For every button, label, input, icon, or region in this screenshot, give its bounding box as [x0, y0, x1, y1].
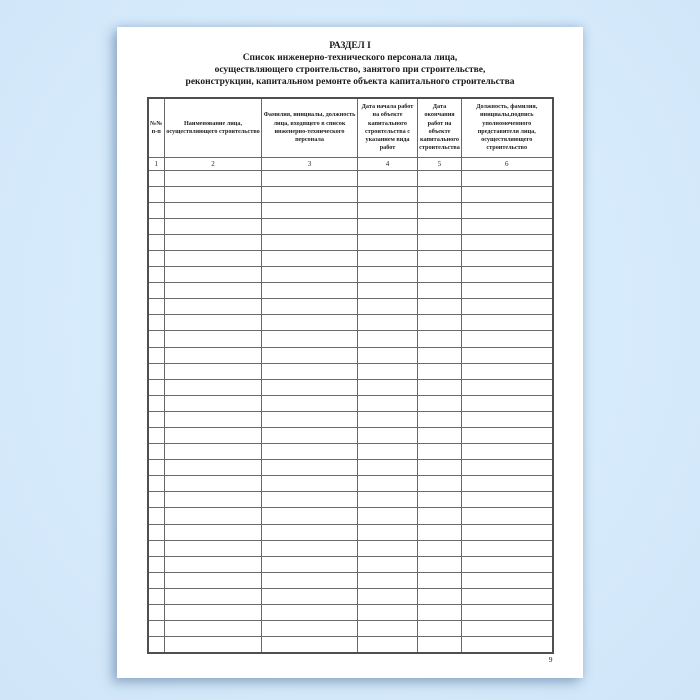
table-cell — [358, 492, 418, 508]
table-row — [148, 605, 553, 621]
table-cell — [165, 315, 262, 331]
table-cell — [418, 218, 462, 234]
table-cell — [262, 540, 358, 556]
table-cell — [462, 218, 553, 234]
table-cell — [462, 411, 553, 427]
table-cell — [418, 524, 462, 540]
table-cell — [418, 637, 462, 653]
table-cell — [165, 379, 262, 395]
table-row — [148, 556, 553, 572]
table-cell — [262, 379, 358, 395]
table-cell — [262, 363, 358, 379]
table-row — [148, 250, 553, 266]
table-row — [148, 460, 553, 476]
table-cell — [418, 395, 462, 411]
table-cell — [165, 186, 262, 202]
table-cell — [358, 556, 418, 572]
subtitle-line-1: Список инженерно-технического персонала лица, — [242, 53, 458, 63]
table-cell — [165, 250, 262, 266]
table-cell — [165, 299, 262, 315]
table-cell — [358, 572, 418, 588]
table-cell — [165, 540, 262, 556]
table-cell — [358, 605, 418, 621]
table-row — [148, 202, 553, 218]
table-cell — [418, 572, 462, 588]
table-cell — [148, 331, 165, 347]
table-cell — [165, 202, 262, 218]
table-row — [148, 283, 553, 299]
table-cell — [148, 218, 165, 234]
table-cell — [418, 186, 462, 202]
table-row — [148, 299, 553, 315]
table-cell — [148, 267, 165, 283]
table-cell — [165, 170, 262, 186]
table-cell — [418, 363, 462, 379]
table-row — [148, 331, 553, 347]
table-cell — [462, 540, 553, 556]
table-cell — [418, 476, 462, 492]
table-header-row — [148, 98, 553, 157]
table-cell — [165, 476, 262, 492]
table-cell — [165, 605, 262, 621]
table-cell — [358, 202, 418, 218]
table-cell — [148, 283, 165, 299]
table-cell — [148, 524, 165, 540]
table-cell — [148, 250, 165, 266]
table-cell — [148, 556, 165, 572]
table-cell — [148, 605, 165, 621]
table-cell — [418, 379, 462, 395]
table-row — [148, 186, 553, 202]
table-cell — [462, 379, 553, 395]
table-row — [148, 428, 553, 444]
table-cell — [262, 572, 358, 588]
table-cell — [165, 428, 262, 444]
table-cell — [462, 637, 553, 653]
table-cell — [148, 186, 165, 202]
table-cell — [462, 170, 553, 186]
table-cell — [418, 621, 462, 637]
table-cell — [262, 202, 358, 218]
table-cell — [148, 315, 165, 331]
table-row — [148, 347, 553, 363]
table-cell — [148, 540, 165, 556]
table-cell — [148, 299, 165, 315]
table-cell — [462, 395, 553, 411]
table-cell — [418, 556, 462, 572]
table-cell — [462, 267, 553, 283]
table-row — [148, 588, 553, 604]
table-cell — [462, 347, 553, 363]
column-header-5: Дата окончания работ на объекте капитального строительства — [418, 98, 462, 157]
table-cell — [462, 444, 553, 460]
table-cell — [262, 395, 358, 411]
table-row — [148, 267, 553, 283]
table-cell — [148, 492, 165, 508]
table-row — [148, 218, 553, 234]
table-cell — [262, 508, 358, 524]
table-cell — [165, 588, 262, 604]
table-row — [148, 524, 553, 540]
table-row — [148, 379, 553, 395]
table-cell — [165, 637, 262, 653]
table-cell — [165, 363, 262, 379]
table-cell — [148, 588, 165, 604]
table-row — [148, 363, 553, 379]
table-cell — [165, 508, 262, 524]
table-cell — [262, 556, 358, 572]
table-cell — [462, 299, 553, 315]
table-cell — [165, 267, 262, 283]
table-cell — [262, 234, 358, 250]
personnel-table — [147, 97, 554, 654]
subtitle-line-3: реконструкции, капитальном ремонте объекта капитального строительства — [185, 77, 515, 87]
table-cell — [358, 524, 418, 540]
table-cell — [418, 428, 462, 444]
table-row — [148, 492, 553, 508]
table-cell — [418, 460, 462, 476]
table-cell — [165, 331, 262, 347]
table-cell — [418, 347, 462, 363]
table-cell — [358, 363, 418, 379]
table-cell — [165, 411, 262, 427]
column-number-6: 6 — [462, 157, 553, 170]
table-cell — [148, 363, 165, 379]
table-cell — [418, 492, 462, 508]
table-row — [148, 637, 553, 653]
table-cell — [148, 428, 165, 444]
page-number: 9 — [548, 654, 553, 664]
table-cell — [358, 315, 418, 331]
table-cell — [262, 267, 358, 283]
column-number-5: 5 — [418, 157, 462, 170]
table-cell — [462, 605, 553, 621]
table-cell — [358, 234, 418, 250]
table-cell — [148, 621, 165, 637]
table-cell — [262, 218, 358, 234]
document-page — [117, 27, 583, 678]
table-cell — [358, 250, 418, 266]
column-number-2: 2 — [165, 157, 262, 170]
table-cell — [358, 508, 418, 524]
table-cell — [148, 411, 165, 427]
table-cell — [165, 572, 262, 588]
table-cell — [148, 202, 165, 218]
table-cell — [262, 492, 358, 508]
table-cell — [358, 186, 418, 202]
table-cell — [148, 476, 165, 492]
table-cell — [262, 170, 358, 186]
table-cell — [148, 395, 165, 411]
table-cell — [165, 444, 262, 460]
table-cell — [462, 186, 553, 202]
table-cell — [358, 411, 418, 427]
table-row — [148, 395, 553, 411]
table-cell — [418, 267, 462, 283]
table-cell — [262, 299, 358, 315]
column-header-6: Должность, фамилия, инициалы,подпись уполномоченного представителя лица, осуществляющего строительство — [462, 98, 553, 157]
table-cell — [262, 331, 358, 347]
table-cell — [358, 637, 418, 653]
table-cell — [418, 299, 462, 315]
table-cell — [358, 331, 418, 347]
table-cell — [462, 331, 553, 347]
table-row — [148, 170, 553, 186]
table-cell — [262, 250, 358, 266]
table-row — [148, 315, 553, 331]
table-cell — [148, 347, 165, 363]
table-cell — [262, 476, 358, 492]
table-cell — [262, 588, 358, 604]
table-row — [148, 572, 553, 588]
column-header-4: Дата начала работ на объекте капитального строительства с указанием вида работ — [358, 98, 418, 157]
table-cell — [418, 411, 462, 427]
table-cell — [165, 621, 262, 637]
table-cell — [418, 234, 462, 250]
table-cell — [165, 218, 262, 234]
table-cell — [262, 605, 358, 621]
table-cell — [358, 299, 418, 315]
table-cell — [262, 637, 358, 653]
table-cell — [462, 621, 553, 637]
column-number-3: 3 — [262, 157, 358, 170]
table-cell — [358, 395, 418, 411]
table-cell — [418, 444, 462, 460]
table-cell — [358, 460, 418, 476]
table-cell — [462, 363, 553, 379]
table-cell — [262, 283, 358, 299]
table-cell — [148, 637, 165, 653]
section-title: РАЗДЕЛ I — [329, 41, 371, 51]
table-cell — [165, 347, 262, 363]
table-cell — [262, 444, 358, 460]
table-cell — [462, 588, 553, 604]
table-cell — [462, 524, 553, 540]
table-cell — [462, 460, 553, 476]
table-cell — [262, 428, 358, 444]
column-number-1: 1 — [148, 157, 165, 170]
column-header-2: Наименование лица, осуществляющего строительство — [165, 98, 262, 157]
table-row — [148, 621, 553, 637]
table-row — [148, 540, 553, 556]
column-numbering-row — [148, 157, 553, 170]
table-cell — [462, 476, 553, 492]
table-cell — [418, 331, 462, 347]
table-cell — [358, 218, 418, 234]
table-row — [148, 234, 553, 250]
table-row — [148, 508, 553, 524]
table-cell — [462, 234, 553, 250]
table-cell — [358, 428, 418, 444]
table-cell — [148, 572, 165, 588]
table-cell — [148, 508, 165, 524]
table-cell — [148, 170, 165, 186]
table-row — [148, 476, 553, 492]
table-cell — [262, 460, 358, 476]
table-cell — [358, 170, 418, 186]
table-cell — [165, 460, 262, 476]
table-cell — [462, 250, 553, 266]
table-cell — [148, 444, 165, 460]
table-cell — [262, 186, 358, 202]
table-cell — [418, 283, 462, 299]
table-cell — [148, 234, 165, 250]
table-cell — [462, 283, 553, 299]
table-row — [148, 444, 553, 460]
column-header-3: Фамилия, инициалы, должность лица, входящего в список инженерно-технического персонала — [262, 98, 358, 157]
table-cell — [148, 379, 165, 395]
table-cell — [462, 315, 553, 331]
table-cell — [418, 315, 462, 331]
table-cell — [358, 588, 418, 604]
table-cell — [358, 476, 418, 492]
table-cell — [462, 556, 553, 572]
document-header — [117, 27, 583, 88]
table-cell — [165, 524, 262, 540]
table-cell — [418, 588, 462, 604]
table-cell — [418, 508, 462, 524]
table-cell — [262, 347, 358, 363]
table-cell — [462, 202, 553, 218]
table-cell — [358, 621, 418, 637]
subtitle-line-2: осуществляющего строительство, занятого при строительстве, — [214, 65, 486, 75]
table-cell — [262, 621, 358, 637]
table-cell — [462, 492, 553, 508]
table-cell — [462, 508, 553, 524]
table-cell — [165, 395, 262, 411]
table-row — [148, 411, 553, 427]
column-header-1: №№ п-п — [148, 98, 165, 157]
table-cell — [358, 267, 418, 283]
table-cell — [462, 572, 553, 588]
table-cell — [462, 428, 553, 444]
table-cell — [165, 234, 262, 250]
table-cell — [418, 202, 462, 218]
table-cell — [358, 379, 418, 395]
table-cell — [165, 556, 262, 572]
table-cell — [358, 347, 418, 363]
table-cell — [148, 460, 165, 476]
column-number-4: 4 — [358, 157, 418, 170]
table-cell — [418, 540, 462, 556]
table-cell — [358, 283, 418, 299]
table-cell — [165, 283, 262, 299]
table-cell — [418, 605, 462, 621]
table-cell — [165, 492, 262, 508]
table-cell — [262, 315, 358, 331]
table-cell — [262, 524, 358, 540]
table-cell — [418, 170, 462, 186]
table-cell — [358, 540, 418, 556]
table-cell — [418, 250, 462, 266]
table-cell — [262, 411, 358, 427]
table-cell — [358, 444, 418, 460]
